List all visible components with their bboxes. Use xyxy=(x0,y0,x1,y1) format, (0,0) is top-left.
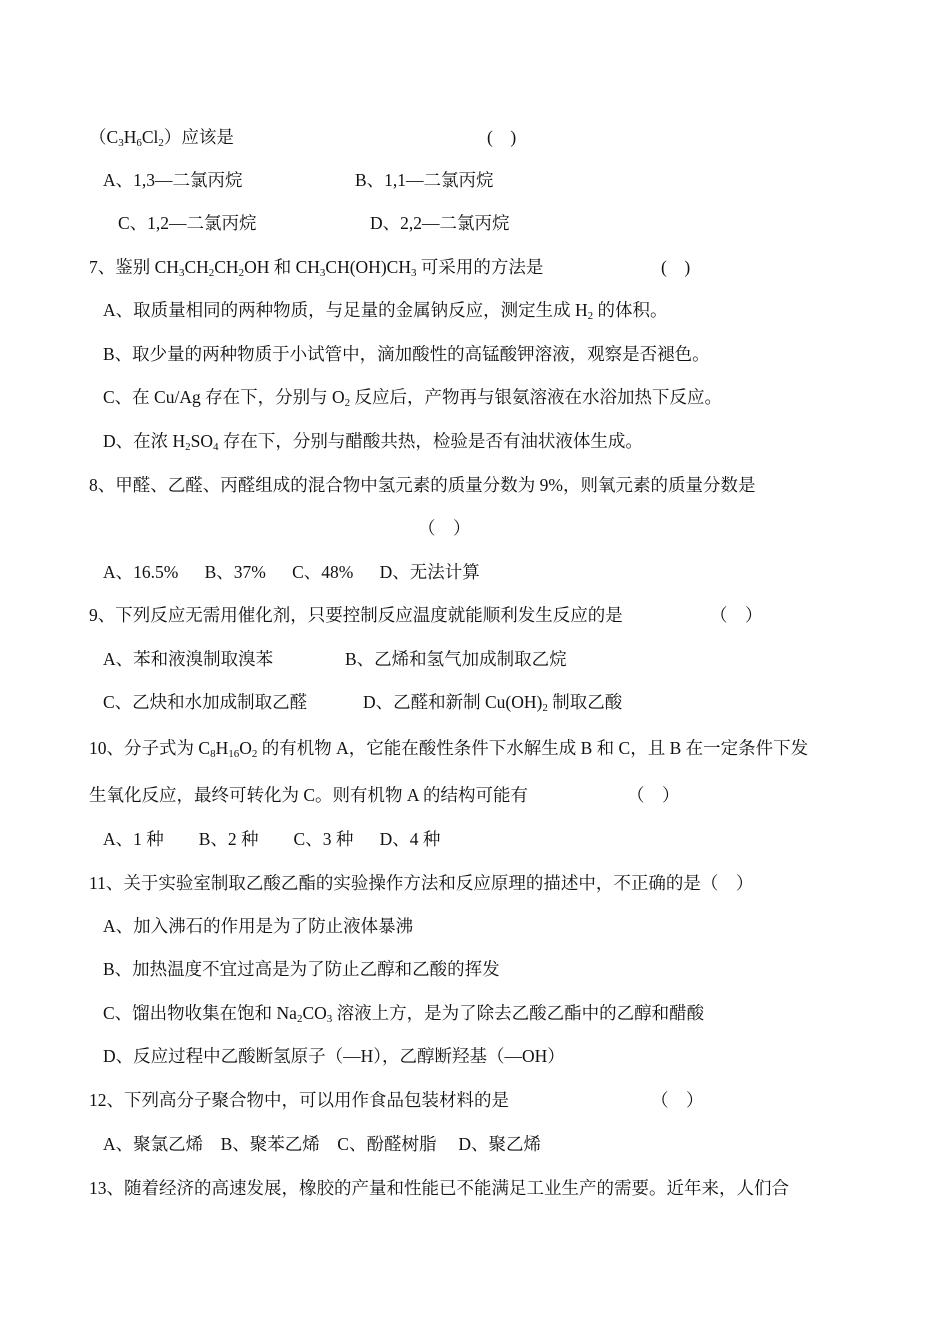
question-11-stem xyxy=(89,871,753,895)
text-run: D、反应过程中乙酸断氢原子（—H），乙醇断羟基（—OH） xyxy=(103,1046,565,1066)
option-11c xyxy=(103,1001,704,1025)
text-run: A、加入沸石的作用是为了防止液体暴沸 xyxy=(103,916,414,936)
question-10-stem-cont xyxy=(89,783,528,807)
answer-blank-12[interactable]: （ ） xyxy=(651,1090,704,1110)
text-run: B、加热温度不宜过高是为了防止乙醇和乙酸的挥发 xyxy=(103,959,500,979)
subscript: 3 xyxy=(326,1013,333,1025)
answer-blank-10[interactable]: （ ） xyxy=(627,785,680,805)
option-6b xyxy=(355,168,494,192)
text-run: CO xyxy=(302,1003,327,1023)
text-run: C、馏出物收集在饱和 Na xyxy=(103,1003,297,1023)
text-run: ）应该是 xyxy=(163,127,234,147)
subscript: 2 xyxy=(587,310,594,322)
text-run: 12、下列高分子聚合物中，可以用作食品包装材料的是 xyxy=(89,1090,509,1110)
text-run: B、取少量的两种物质于小试管中，滴加酸性的高锰酸钾溶液，观察是否褪色。 xyxy=(103,344,710,364)
subscript: 3 xyxy=(178,267,185,279)
answer-blank-6[interactable]: ( ) xyxy=(487,127,517,147)
options-12 xyxy=(103,1132,541,1156)
text-run: D、2,2—二氯丙烷 xyxy=(370,213,510,233)
subscript: 2 xyxy=(238,267,245,279)
option-9b xyxy=(345,647,567,671)
option-6c xyxy=(118,211,257,235)
text-run: D、乙醛和新制 Cu(OH) xyxy=(363,692,543,712)
option-7d xyxy=(103,429,643,453)
text-run: （C xyxy=(89,127,119,147)
text-run: H xyxy=(215,738,229,758)
options-10 xyxy=(103,827,440,851)
question-13-stem xyxy=(89,1176,789,1200)
text-run: 10、分子式为 C xyxy=(89,738,211,758)
text-run: 的体积。 xyxy=(593,300,668,320)
text-run: D、在浓 H xyxy=(103,431,186,451)
text-run: B、1,1—二氯丙烷 xyxy=(355,170,494,190)
text-run: A、16.5% B、37% C、48% D、无法计算 xyxy=(103,562,480,582)
subscript: 2 xyxy=(251,748,258,760)
option-6d xyxy=(370,211,510,235)
option-9d xyxy=(363,690,622,714)
text-run: CH(OH)CH xyxy=(325,257,411,277)
text-run: 制取乙酸 xyxy=(547,692,623,712)
answer-blank-9[interactable]: （ ） xyxy=(710,605,763,625)
text-run: A、1 种 B、2 种 C、3 种 D、4 种 xyxy=(103,829,441,849)
subscript: 2 xyxy=(296,1013,303,1025)
option-9a xyxy=(103,647,273,671)
answer-blank-7[interactable]: ( ) xyxy=(661,257,691,277)
option-7a xyxy=(103,298,668,322)
text-run: 7、鉴别 CH xyxy=(89,257,179,277)
text-run: Cl xyxy=(141,127,159,147)
subscript: 2 xyxy=(185,441,191,453)
text-run: B、乙烯和氢气加成制取乙烷 xyxy=(345,649,567,669)
subscript: 2 xyxy=(208,267,215,279)
question-12-stem xyxy=(89,1088,509,1112)
text-run: A、苯和液溴制取溴苯 xyxy=(103,649,274,669)
question-8-stem xyxy=(89,473,755,497)
text-run: 13、随着经济的高速发展，橡胶的产量和性能已不能满足工业生产的需要。近年来，人们合 xyxy=(89,1178,789,1198)
text-run: A、聚氯乙烯 B、聚苯乙烯 C、酚醛树脂 D、聚乙烯 xyxy=(103,1134,541,1154)
subscript: 2 xyxy=(542,702,548,714)
text-run: C、在 Cu/Ag 存在下，分别与 O xyxy=(103,387,345,407)
question-6-stem-end xyxy=(89,125,234,149)
question-10-stem xyxy=(89,736,808,760)
text-run: A、1,3—二氯丙烷 xyxy=(103,170,243,190)
text-run: C、1,2—二氯丙烷 xyxy=(118,213,257,233)
option-11d xyxy=(103,1044,565,1068)
option-11a xyxy=(103,914,413,938)
text-run: 11、关于实验室制取乙酸乙酯的实验操作方法和反应原理的描述中，不正确的是（ ） xyxy=(89,873,754,893)
subscript: 3 xyxy=(319,267,326,279)
subscript: 2 xyxy=(158,137,164,149)
subscript: 3 xyxy=(118,137,124,149)
subscript: 16 xyxy=(228,748,240,760)
text-run: CH xyxy=(214,257,239,277)
subscript: 8 xyxy=(210,748,216,760)
text-run: CH xyxy=(184,257,209,277)
option-11b xyxy=(103,957,500,981)
text-run: SO xyxy=(190,431,214,451)
text-run: 的有机物 A，它能在酸性条件下水解生成 B 和 C，且 B 在一定条件下发 xyxy=(257,738,809,758)
question-7-stem xyxy=(89,255,543,279)
option-9c xyxy=(103,690,307,714)
text-run: 9、下列反应无需用催化剂，只要控制反应温度就能顺利发生反应的是 xyxy=(89,605,623,625)
subscript: 6 xyxy=(136,137,142,149)
text-run: C、乙炔和水加成制取乙醛 xyxy=(103,692,308,712)
text-run: H xyxy=(123,127,137,147)
text-run: 存在下，分别与醋酸共热，检验是否有油状液体生成。 xyxy=(218,431,643,451)
option-7c xyxy=(103,385,722,409)
text-run: 可采用的方法是 xyxy=(416,257,544,277)
text-run: OH 和 CH xyxy=(244,257,320,277)
text-run: 反应后，产物再与银氨溶液在水浴加热下反应。 xyxy=(350,387,722,407)
answer-blank-8[interactable]: （ ） xyxy=(418,518,471,538)
subscript: 2 xyxy=(344,397,351,409)
option-7b xyxy=(103,342,710,366)
text-run: 溶液上方，是为了除去乙酸乙酯中的乙醇和醋酸 xyxy=(332,1003,705,1023)
text-run: A、取质量相同的两种物质，与足量的金属钠反应，测定生成 H xyxy=(103,300,588,320)
text-run: O xyxy=(239,738,252,758)
options-8 xyxy=(103,560,480,584)
question-9-stem xyxy=(89,603,623,627)
text-run: 生氧化反应，最终可转化为 C。则有机物 A 的结构可能有 xyxy=(89,785,528,805)
subscript: 4 xyxy=(213,441,219,453)
subscript: 3 xyxy=(410,267,417,279)
option-6a xyxy=(103,168,243,192)
text-run: 8、甲醛、乙醛、丙醛组成的混合物中氢元素的质量分数为 9%，则氧元素的质量分数是 xyxy=(89,475,756,495)
